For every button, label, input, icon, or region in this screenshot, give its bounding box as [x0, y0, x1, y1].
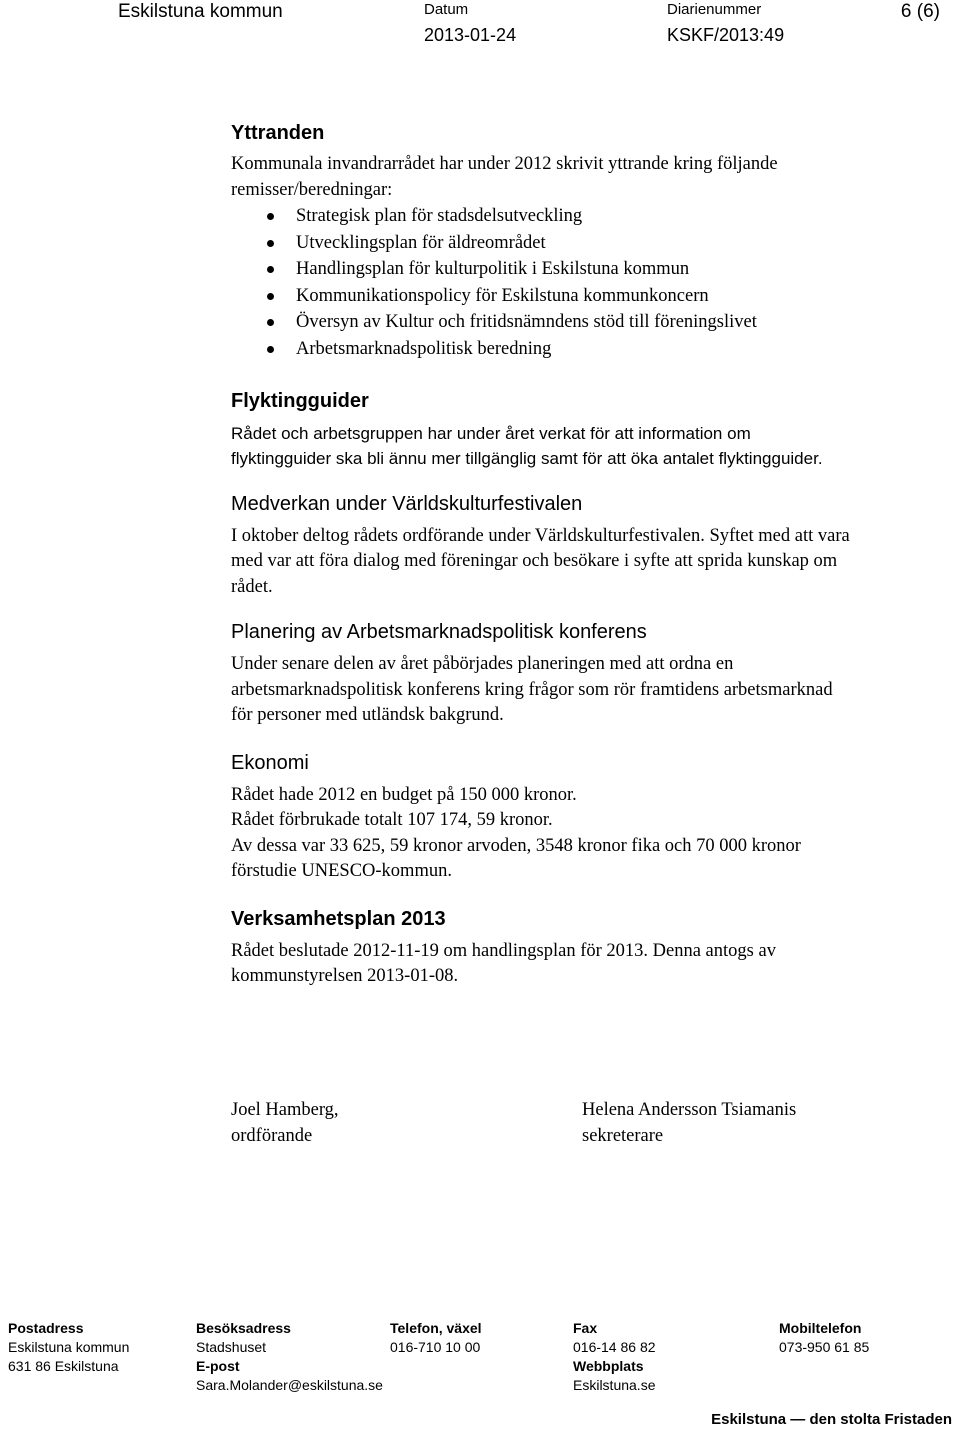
section-heading: Flyktingguider	[231, 389, 369, 412]
list-item-text: Handlingsplan för kulturpolitik i Eskilstuna kommun	[296, 259, 690, 280]
paragraph-line: Rådet och arbetsgruppen har under året verkat för att information om	[231, 423, 751, 443]
section-heading: Planering av Arbetsmarknadspolitisk konferens	[231, 621, 647, 644]
signature-secretary	[582, 1098, 796, 1149]
paragraph-line: Rådet hade 2012 en budget på 150 000 kronor.	[231, 784, 577, 805]
signature-title: sekreterare	[582, 1125, 664, 1146]
footer-label: Webbplats	[573, 1358, 644, 1374]
footer-value: 073-950 61 85	[779, 1339, 870, 1355]
footer-email: Sara.Molander@eskilstuna.se	[196, 1377, 383, 1393]
section-flyktingguider	[231, 387, 956, 472]
section-yttranden	[231, 119, 956, 363]
section-ekonomi	[231, 749, 956, 885]
list-item-text: Översyn av Kultur och fritidsnämndens stöd till föreningslivet	[296, 312, 757, 333]
remiss-list	[231, 203, 956, 363]
paragraph-line: för personer med utländsk bakgrund.	[231, 705, 504, 726]
section-heading: Medverkan under Världskulturfestivalen	[231, 492, 583, 515]
header-date-label: Datum	[424, 1, 469, 18]
footer-label: Besöksadress	[196, 1320, 291, 1336]
header-date-value: 2013-01-24	[424, 25, 517, 45]
signature-title: ordförande	[231, 1125, 313, 1146]
signature-name: Joel Hamberg,	[231, 1100, 339, 1120]
paragraph-line: Under senare delen av året påbörjades planeringen med att ordna en	[231, 654, 734, 675]
footer-fax	[573, 1319, 656, 1395]
header-ref-label: Diarienummer	[667, 1, 762, 18]
footer-value: 631 86 Eskilstuna	[8, 1358, 119, 1374]
list-item	[231, 283, 956, 310]
paragraph-line: remisser/beredningar:	[231, 179, 393, 200]
footer-mobil	[779, 1319, 869, 1357]
section-heading: Yttranden	[231, 122, 325, 144]
paragraph-line: I oktober deltog rådets ordförande under Världskulturfestivalen. Syftet med att vara	[231, 525, 850, 546]
paragraph-line: kommunstyrelsen 2013-01-08.	[231, 966, 459, 987]
bullet-icon	[267, 319, 274, 326]
list-item-text: Strategisk plan för stadsdelsutveckling	[296, 206, 583, 226]
footer-value: Stadshuset	[196, 1339, 267, 1355]
header-ref-value: KSKF/2013:49	[667, 25, 785, 45]
list-item	[231, 336, 956, 363]
bullet-icon	[267, 346, 274, 353]
footer-website: Eskilstuna.se	[573, 1377, 656, 1393]
paragraph-line: rådet.	[231, 576, 273, 597]
paragraph-line: med var att föra dialog med föreningar och besökare i syfte att sprida kunskap om	[231, 551, 838, 572]
footer-postadress	[8, 1319, 129, 1376]
footer-label: Fax	[573, 1320, 598, 1336]
signature-chair	[231, 1098, 339, 1149]
section-verksamhetsplan	[231, 905, 956, 990]
bullet-icon	[267, 213, 274, 220]
paragraph-line: Rådet beslutade 2012-11-19 om handlingsplan för 2013. Denna antogs av	[231, 940, 776, 961]
signature-name: Helena Andersson Tsiamanis	[582, 1100, 797, 1120]
footer-value: 016-710 10 00	[390, 1339, 481, 1355]
bullet-icon	[267, 293, 274, 300]
section-heading: Verksamhetsplan 2013	[231, 907, 446, 930]
list-item	[231, 309, 956, 336]
list-item	[231, 256, 956, 283]
paragraph-line: Rådet förbrukade totalt 107 174, 59 kronor.	[231, 810, 553, 831]
list-item-text: Arbetsmarknadspolitisk beredning	[296, 338, 552, 359]
list-item-text: Utvecklingsplan för äldreområdet	[296, 232, 546, 253]
section-heading: Ekonomi	[231, 751, 309, 774]
page-number: 6 (6)	[900, 1, 940, 22]
bullet-icon	[267, 240, 274, 247]
footer-value: Eskilstuna kommun	[8, 1339, 130, 1355]
paragraph-line: förstudie UNESCO-kommun.	[231, 861, 452, 882]
footer-value: 016-14 86 82	[573, 1339, 656, 1355]
paragraph-line: arbetsmarknadspolitisk konferens kring frågor som rör framtidens arbetsmarknad	[231, 679, 833, 700]
footer-besoksadress	[196, 1319, 383, 1395]
paragraph-line: flyktingguider ska bli ännu mer tillgänglig samt för att öka antalet flyktingguider.	[231, 449, 823, 469]
list-item	[231, 230, 956, 257]
paragraph-line: Av dessa var 33 625, 59 kronor arvoden, 3548 kronor fika och 70 000 kronor	[231, 835, 801, 856]
footer-label: Mobiltelefon	[779, 1320, 862, 1336]
paragraph-line: Kommunala invandrarrådet har under 2012 skrivit yttrande kring följande	[231, 154, 778, 174]
footer-label: E-post	[196, 1358, 240, 1374]
footer-telefon	[390, 1319, 482, 1357]
footer-label: Postadress	[8, 1320, 84, 1336]
section-medverkan	[231, 490, 956, 601]
footer-label: Telefon, växel	[390, 1320, 482, 1336]
list-item	[231, 203, 956, 230]
header-org-name: Eskilstuna kommun	[118, 1, 283, 22]
list-item-text: Kommunikationspolicy för Eskilstuna kommunkoncern	[296, 285, 709, 306]
section-planering	[231, 618, 956, 729]
bullet-icon	[267, 266, 274, 273]
document-body	[231, 119, 956, 990]
footer-slogan: Eskilstuna — den stolta Fristaden	[711, 1411, 952, 1428]
